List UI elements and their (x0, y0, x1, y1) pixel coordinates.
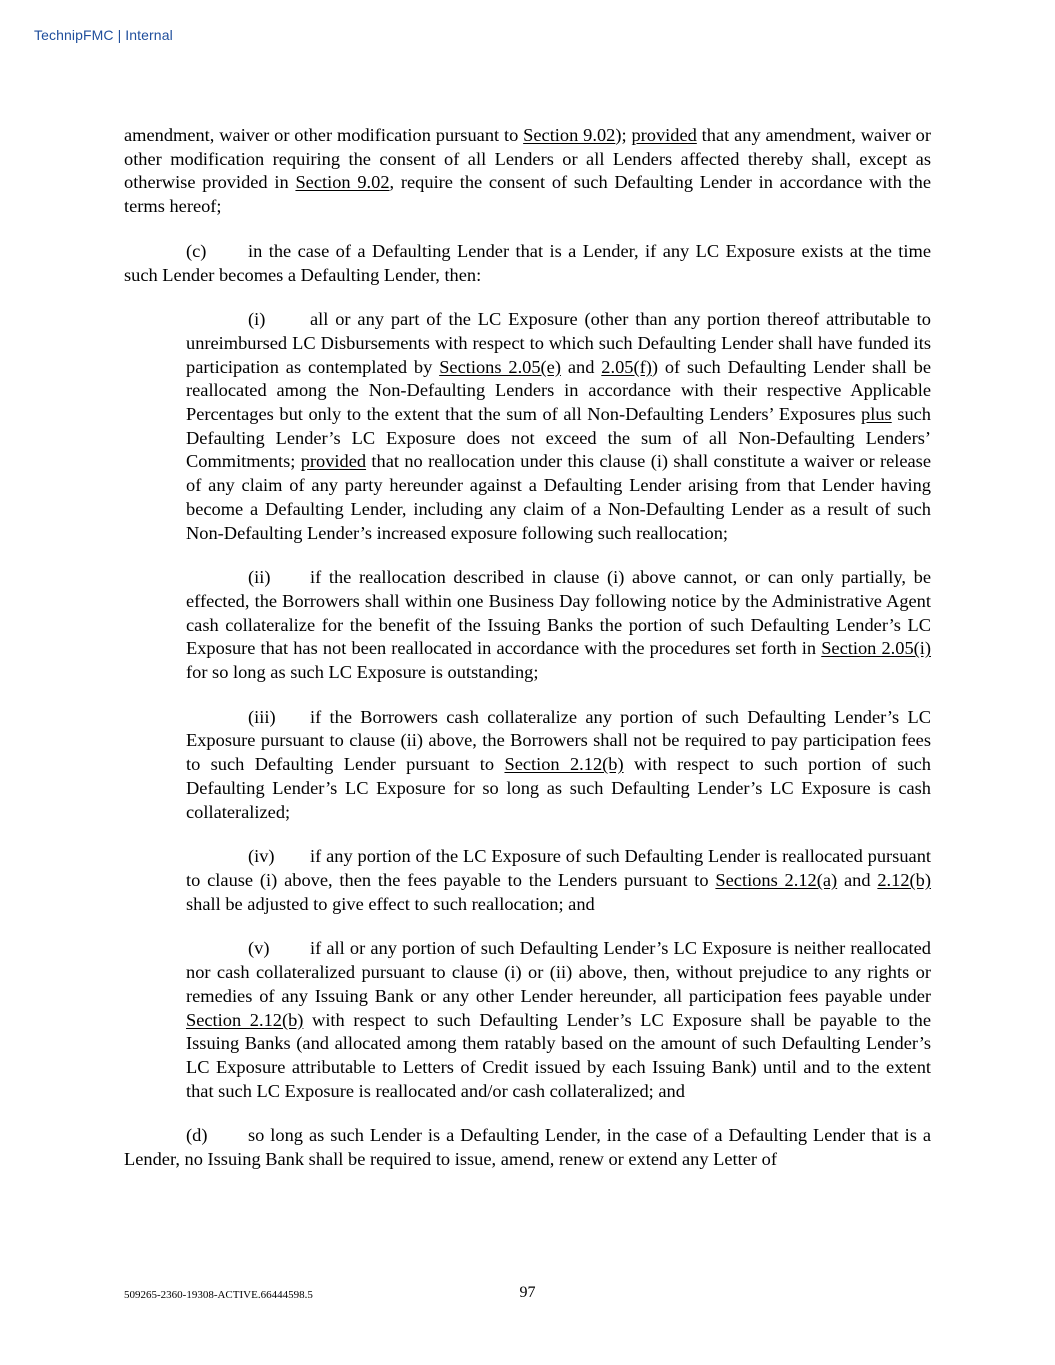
clause-text: so long as such Lender is a Defaulting Lender, in the case of a Defaulting Lender that is a Lender, no Issuing Bank shall be required to issue, amend, renew or extend any Letter of (124, 1125, 931, 1170)
emphasis-plus: plus (861, 404, 892, 425)
clause-iii (186, 706, 931, 825)
clause-ii (186, 566, 931, 685)
document-body (124, 124, 931, 1193)
clause-i (186, 308, 931, 545)
text-run: , require the consent of such Defaulting Lender in accordance with the terms hereof; (124, 172, 932, 217)
clause-text: in the case of a Defaulting Lender that is a Lender, if any LC Exposure exists at the time such Lender becomes a Defaulting Lender, then: (124, 240, 931, 285)
section-reference: 2.12(b) (877, 869, 931, 890)
section-reference: Section 2.05(i) (821, 638, 931, 659)
paragraph-continuation (124, 124, 931, 219)
clause-number: (d) (186, 1125, 208, 1146)
section-reference: Section 9.02 (523, 125, 616, 145)
text-run: if the Borrowers cash collateralize any portion of such Defaulting Lender’s LC Exposure pursuant to clause (ii) above, the Borrowers shall not be required to pay participation fees to such Defaulting Lender pursuant to (186, 706, 931, 775)
text-run: amendment, waiver or other modification pursuant to (124, 125, 524, 145)
page-number: 97 (519, 1284, 536, 1301)
clause-number: (c) (186, 240, 207, 261)
text-run: all or any part of the LC Exposure (other than any portion thereof attributable to unreimbursed LC Disbursements with respect to which such Defaulting Lender shall have funded its participation as contemplated by (186, 309, 931, 377)
text-run: and (837, 869, 878, 890)
section-reference: Sections 2.05(e) (439, 356, 561, 377)
text-run: if the reallocation described in clause (i) above cannot, or can only partially, be effected, the Borrowers shall within one Business Day following notice by the Administrative Agent cash collateralize for the benefit of the Issuing Banks the portion of such Defaulting Lender’s LC Exposure that has not been reallocated in accordance with the procedures set forth in (186, 567, 931, 659)
text-run: with respect to such Defaulting Lender’s LC Exposure shall be payable to the Issuing Banks (and allocated among them ratably based on the amount of such Defaulting Lender’s LC Exposure attributable to Letters of Credit issued by each Issuing Bank) until and to the extent that such LC Exposure is reallocated and/or cash collateralized; and (186, 1009, 931, 1101)
document-id: 509265-2360-19308-ACTIVE.66444598.5 (124, 1289, 313, 1301)
clause-d (124, 1124, 931, 1171)
text-run: ) of such Defaulting Lender shall be reallocated among the Non-Defaulting Lenders in accordance with their respective Applicable Percentages but only to the extent that the sum of all Non-Defaulting Lenders’ Exposures (186, 356, 932, 425)
clause-c (124, 240, 931, 287)
text-run: that no reallocation under this clause (i) shall constitute a waiver or release of any claim of any party hereunder against a Defaulting Lender arising from that Lender having become a Defaulting Lender, including any claim of a Non-Defaulting Lender as a result of such Non-Defaulting Lender’s increased exposure following such reallocation; (186, 451, 931, 543)
clause-number: (iii) (248, 706, 276, 727)
text-run: such Defaulting Lender’s LC Exposure does not exceed the sum of all Non-Defaulting Lenders’ Commitments; (186, 404, 931, 472)
clause-number: (i) (248, 309, 266, 330)
section-reference: Section 2.12(b) (504, 754, 624, 775)
emphasis-provided: provided (631, 125, 697, 145)
emphasis-provided: provided (300, 451, 367, 472)
clause-v (186, 937, 931, 1103)
clause-number: (iv) (248, 846, 275, 867)
text-run: if any portion of the LC Exposure of such Defaulting Lender is reallocated pursuant to clause (i) above, then the fees payable to the Lenders pursuant to (186, 846, 931, 890)
text-run: if all or any portion of such Defaulting Lender’s LC Exposure is neither reallocated nor cash collateralized pursuant to clause (i) or (ii) above, then, without prejudice to any rights or remedies of any Issuing Bank or any other Lender hereunder, all participation fees payable under (186, 938, 931, 1006)
section-reference: Sections 2.12(a) (715, 869, 838, 890)
section-reference: Section 2.12(b) (186, 1009, 304, 1030)
clause-iv (186, 845, 931, 916)
section-reference: 2.05(f) (601, 356, 652, 377)
section-reference: Section 9.02 (295, 172, 390, 193)
text-run: and (560, 356, 602, 377)
text-run: for so long as such LC Exposure is outstanding; (186, 662, 539, 683)
clause-number: (ii) (248, 567, 271, 588)
text-run: ); (615, 125, 632, 145)
text-run: with respect to such portion of such Defaulting Lender’s LC Exposure for so long as such Defaulting Lender’s LC Exposure is cash collateralized; (186, 754, 931, 822)
text-run: that any amendment, waiver or other modification requiring the consent of all Lenders or all Lenders affected thereby shall, except as otherwise provided in (124, 125, 931, 193)
text-run: shall be adjusted to give effect to such reallocation; and (186, 893, 595, 914)
clause-number: (v) (248, 938, 270, 959)
classification-label: TechnipFMC | Internal (34, 27, 173, 43)
